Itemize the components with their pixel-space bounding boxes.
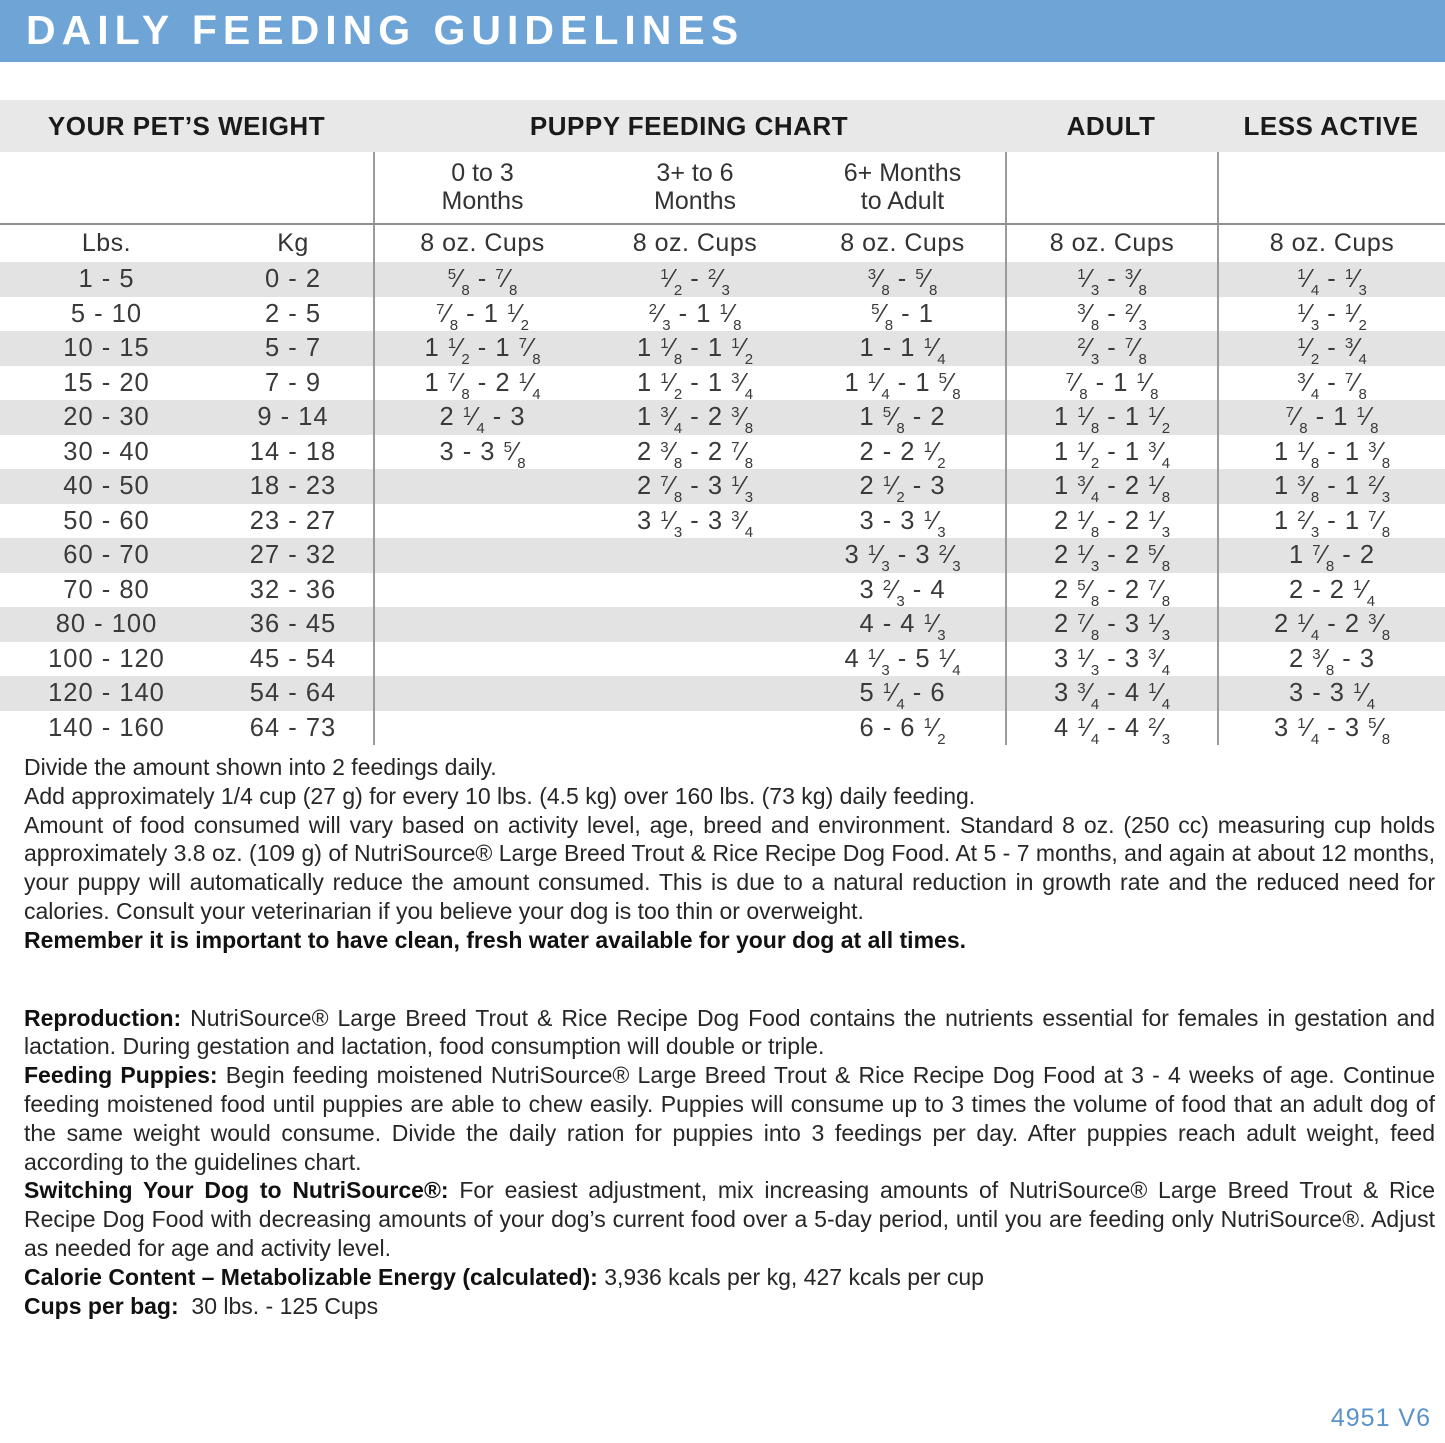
age-header-spacer-less-active	[1217, 152, 1445, 223]
cell-less-active: 3 $^1⁄_4 - 3$ $^5⁄_8$	[1217, 711, 1445, 746]
table-row	[0, 676, 1445, 711]
cell-kg: 36 - 45	[249, 610, 337, 638]
paragraph-label: Reproduction:	[24, 1004, 182, 1031]
units-header-row	[0, 223, 1445, 262]
cell-less-active: 1 $^7⁄_8 - 2$	[1217, 538, 1445, 573]
col-header-0-3-months	[373, 152, 590, 223]
age-header-spacer-adult	[1005, 152, 1217, 223]
cell-less-active: 2 - 2 $^1⁄_4$	[1217, 573, 1445, 608]
cell-less-active: 2 $^3⁄_8 - 3$	[1217, 642, 1445, 677]
cell-puppy-3-6: 1 $^1⁄_8 - 1$ $^1⁄_2$	[636, 334, 754, 368]
cell-lbs: 120 - 140	[48, 679, 165, 707]
cell-kg: 2 - 5	[264, 299, 322, 328]
cell-puppy-6-adult: 3 - 3 $^1⁄_3$	[859, 506, 946, 541]
unit-header-cups-less-active: 8 oz. Cups	[1217, 225, 1445, 262]
cell-adult: $^2⁄_3$ - $^7⁄_8$	[1005, 331, 1217, 366]
cell-adult: 2 $^5⁄_8 - 2$ $^7⁄_8$	[1005, 573, 1217, 608]
calorie-content-line	[24, 1263, 1435, 1292]
unit-header-cups-0-3: 8 oz. Cups	[373, 225, 590, 262]
paragraph-switching	[24, 1176, 1435, 1262]
page-title: DAILY FEEDING GUIDELINES	[26, 7, 745, 53]
unit-header-kg: Kg	[277, 229, 309, 257]
cell-puppy-3-6	[590, 538, 800, 573]
cell-puppy-0-3	[373, 504, 590, 539]
section-header-adult: ADULT	[1066, 111, 1156, 141]
cell-lbs: 20 - 30	[63, 403, 150, 431]
cell-puppy-0-3: $^5⁄_8$ - $^7⁄_8$	[373, 262, 590, 297]
cell-lbs: 80 - 100	[55, 610, 158, 638]
paragraph-text: Begin feeding moistened NutriSource® Large Breed Trout & Rice Recipe Dog Food at 3 - 4 weeks of age. Continue feeding moistened food until puppies are able to chew easily. Puppies will consume up to 3 times the volume of food that an adult dog of the same weight would consume. Divide the daily ration for puppies into 3 feedings per day. After puppies reach adult weight, feed according to the guidelines chart.	[24, 1062, 1436, 1175]
cell-lbs: 100 - 120	[48, 644, 165, 673]
cell-puppy-0-3: $^7⁄_8 - 1$ $^1⁄_2$	[373, 297, 590, 332]
cell-puppy-0-3	[373, 469, 590, 504]
cell-less-active: 1 $^1⁄_8 - 1$ $^3⁄_8$	[1217, 435, 1445, 470]
cell-puppy-3-6: $^2⁄_3 - 1$ $^1⁄_8$	[648, 299, 742, 334]
calorie-label: Calorie Content – Metabolizable Energy (calculated):	[24, 1263, 598, 1290]
cell-puppy-3-6	[590, 642, 800, 677]
cell-lbs: 40 - 50	[63, 472, 150, 500]
cell-puppy-6-adult: 1 $^5⁄_8 - 2$	[859, 403, 946, 437]
paragraph-reproduction	[24, 1004, 1435, 1062]
cell-less-active: 1 $^2⁄_3 - 1$ $^7⁄_8$	[1217, 504, 1445, 539]
cell-kg: 5 - 7	[264, 334, 322, 362]
table-row	[0, 331, 1445, 366]
cell-adult: $^7⁄_8 - 1$ $^1⁄_8$	[1005, 366, 1217, 401]
cell-puppy-6-adult: $^5⁄_8 - 1$	[871, 299, 934, 334]
cell-lbs: 15 - 20	[63, 368, 150, 397]
cell-puppy-6-adult: 1 - 1 $^1⁄_4$	[859, 334, 946, 368]
cell-lbs: 140 - 160	[48, 713, 165, 742]
table-row	[0, 366, 1445, 401]
col-header-line: 0 to 3	[451, 159, 514, 187]
table-row	[0, 469, 1445, 504]
cell-adult: 1 $^3⁄_4 - 2$ $^1⁄_8$	[1005, 469, 1217, 504]
cell-kg: 27 - 32	[249, 541, 337, 569]
cell-less-active: $^7⁄_8 - 1$ $^1⁄_8$	[1217, 400, 1445, 435]
cell-less-active: $^1⁄_2$ - $^3⁄_4$	[1217, 331, 1445, 366]
col-header-line: Months	[441, 187, 524, 215]
section-header-less-active: LESS ACTIVE	[1243, 111, 1419, 141]
table-row	[0, 573, 1445, 608]
cell-less-active: $^3⁄_4$ - $^7⁄_8$	[1217, 366, 1445, 401]
cell-puppy-3-6	[590, 607, 800, 642]
cell-puppy-0-3	[373, 607, 590, 642]
col-header-line: 6+ Months	[843, 159, 962, 187]
table-row	[0, 538, 1445, 573]
cell-puppy-3-6	[590, 676, 800, 711]
section-header-row	[0, 100, 1445, 152]
cell-kg: 7 - 9	[264, 368, 322, 397]
cell-puppy-0-3	[373, 538, 590, 573]
cell-lbs: 5 - 10	[70, 299, 143, 328]
paragraph-feeding-puppies	[24, 1061, 1435, 1176]
cell-lbs: 60 - 70	[63, 541, 150, 569]
cell-adult: 3 $^1⁄_3 - 3$ $^3⁄_4$	[1005, 642, 1217, 677]
cell-puppy-6-adult: 3 $^2⁄_3 - 4$	[859, 575, 946, 610]
cell-puppy-6-adult: 4 - 4 $^1⁄_3$	[859, 610, 946, 644]
table-row	[0, 435, 1445, 470]
cell-lbs: 30 - 40	[63, 437, 150, 466]
note-add-cup: Add approximately 1/4 cup (27 g) for every 10 lbs. (4.5 kg) over 160 lbs. (73 kg) daily feeding.	[24, 782, 976, 809]
cell-kg: 54 - 64	[249, 679, 337, 707]
table-row	[0, 504, 1445, 539]
paragraph-label: Feeding Puppies:	[24, 1062, 218, 1089]
cell-less-active: 2 $^1⁄_4 - 2$ $^3⁄_8$	[1217, 607, 1445, 642]
table-row	[0, 711, 1445, 746]
table-row	[0, 297, 1445, 332]
cell-lbs: 1 - 5	[78, 265, 135, 293]
cell-puppy-0-3	[373, 573, 590, 608]
cell-adult: 2 $^7⁄_8 - 3$ $^1⁄_3$	[1005, 607, 1217, 642]
cell-adult: 1 $^1⁄_2 - 1$ $^3⁄_4$	[1005, 435, 1217, 470]
cell-puppy-0-3	[373, 711, 590, 746]
note-amount-paragraph: Amount of food consumed will vary based on activity level, age, breed and environment. Standard 8 oz. (250 cc) measuring cup holds approximately 3.8 oz. (109 g) of NutriSource® Large Breed Trout & Rice Recipe Dog Food. At 5 - 7 months, and again at about 12 months, your puppy will automatically reduce the amount consumed. This is due to a natural reduction in growth rate and the reduced need for calories. Consult your veterinarian if you believe your dog is too thin or overweight.	[24, 811, 1435, 924]
cell-puppy-0-3: 1 $^7⁄_8 - 2$ $^1⁄_4$	[373, 366, 590, 401]
cell-less-active: $^1⁄_4$ - $^1⁄_3$	[1217, 262, 1445, 297]
cell-puppy-3-6: 2 $^7⁄_8 - 3$ $^1⁄_3$	[636, 472, 754, 506]
cell-puppy-6-adult: 2 $^1⁄_2 - 3$	[859, 472, 946, 506]
cell-puppy-6-adult: 3 $^1⁄_3 - 3$ $^2⁄_3$	[844, 541, 961, 575]
cell-puppy-3-6: $^1⁄_2$ - $^2⁄_3$	[660, 265, 730, 299]
cell-less-active: 3 - 3 $^1⁄_4$	[1217, 676, 1445, 711]
table-row	[0, 400, 1445, 435]
cell-lbs: 50 - 60	[63, 506, 150, 535]
feeding-guidelines-table	[0, 100, 1445, 748]
cell-kg: 64 - 73	[249, 713, 337, 742]
cell-puppy-0-3: 2 $^1⁄_4 - 3$	[373, 400, 590, 435]
cell-kg: 23 - 27	[249, 506, 337, 535]
cell-puppy-0-3	[373, 676, 590, 711]
cell-puppy-3-6: 1 $^3⁄_4 - 2$ $^3⁄_8$	[636, 403, 754, 437]
cell-adult: $^3⁄_8$ - $^2⁄_3$	[1005, 297, 1217, 332]
col-header-6-months-adult	[800, 152, 1005, 223]
cell-less-active: 1 $^3⁄_8 - 1$ $^2⁄_3$	[1217, 469, 1445, 504]
cell-puppy-6-adult: 6 - 6 $^1⁄_2$	[859, 713, 946, 748]
cups-per-bag-label: Cups per bag:	[24, 1292, 179, 1319]
cell-puppy-3-6	[590, 711, 800, 746]
unit-header-cups-adult: 8 oz. Cups	[1005, 225, 1217, 262]
cell-adult: 2 $^1⁄_8 - 2$ $^1⁄_3$	[1005, 504, 1217, 539]
cell-puppy-0-3: 3 - 3 $^5⁄_8$	[373, 435, 590, 470]
cell-kg: 32 - 36	[249, 575, 337, 604]
cell-puppy-3-6: 3 $^1⁄_3 - 3$ $^3⁄_4$	[636, 506, 754, 541]
cell-lbs: 10 - 15	[63, 334, 150, 362]
table-row	[0, 642, 1445, 677]
cell-puppy-6-adult: $^3⁄_8$ - $^5⁄_8$	[867, 265, 938, 299]
unit-header-cups-3-6: 8 oz. Cups	[632, 229, 758, 257]
cell-kg: 45 - 54	[249, 644, 337, 673]
table-row	[0, 607, 1445, 642]
note-fresh-water-text: Remember it is important to have clean, fresh water available for your dog at all times.	[24, 926, 967, 953]
cell-lbs: 70 - 80	[63, 575, 150, 604]
cell-puppy-0-3	[373, 642, 590, 677]
cell-kg: 9 - 14	[257, 403, 329, 431]
cell-puppy-6-adult: 5 $^1⁄_4 - 6$	[859, 679, 946, 713]
note-fresh-water	[24, 926, 1435, 955]
calorie-value: 3,936 kcals per kg, 427 kcals per cup	[604, 1263, 984, 1290]
paragraph-text: NutriSource® Large Breed Trout & Rice Recipe Dog Food contains the nutrients essential for females in gestation and lactation. During gestation and lactation, food consumption will double or triple.	[24, 1004, 1435, 1060]
cups-per-bag-line	[24, 1292, 1435, 1321]
title-banner	[0, 0, 1445, 62]
table-row	[0, 262, 1445, 297]
cell-puppy-6-adult: 1 $^1⁄_4 - 1$ $^5⁄_8$	[844, 368, 961, 403]
cell-puppy-3-6	[590, 573, 800, 608]
unit-header-cups-6-adult: 8 oz. Cups	[840, 229, 965, 257]
section-header-puppy-chart: PUPPY FEEDING CHART	[529, 111, 849, 141]
note-feedings-daily: Divide the amount shown into 2 feedings daily.	[24, 754, 497, 780]
cell-puppy-0-3: 1 $^1⁄_2 - 1$ $^7⁄_8$	[373, 331, 590, 366]
paragraph-label: Switching Your Dog to NutriSource®:	[24, 1177, 449, 1204]
notes-section	[24, 753, 1435, 1320]
age-header-row	[0, 152, 1445, 223]
col-header-line: 3+ to 6	[656, 159, 734, 187]
cell-puppy-3-6: 2 $^3⁄_8 - 2$ $^7⁄_8$	[636, 437, 754, 472]
cell-adult: 1 $^1⁄_8 - 1$ $^1⁄_2$	[1005, 400, 1217, 435]
col-header-line: Months	[654, 187, 736, 215]
col-header-line: to Adult	[860, 187, 945, 215]
document-code: 4951 V6	[1330, 1404, 1431, 1432]
cell-puppy-3-6: 1 $^1⁄_2 - 1$ $^3⁄_4$	[636, 368, 754, 403]
cell-kg: 14 - 18	[249, 437, 337, 466]
cell-adult: $^1⁄_3$ - $^3⁄_8$	[1005, 262, 1217, 297]
cell-puppy-6-adult: 4 $^1⁄_3 - 5$ $^1⁄_4$	[844, 644, 961, 679]
cell-kg: 18 - 23	[249, 472, 337, 500]
cell-kg: 0 - 2	[264, 265, 322, 293]
cell-less-active: $^1⁄_3$ - $^1⁄_2$	[1217, 297, 1445, 332]
cell-adult: 4 $^1⁄_4 - 4$ $^2⁄_3$	[1005, 711, 1217, 746]
age-header-spacer	[0, 152, 373, 223]
paragraph-text: For easiest adjustment, mix increasing amounts of NutriSource® Large Breed Trout & Rice Recipe Dog Food with decreasing amounts of your dog’s current food over a 5-day period, until you are feeding only NutriSource®. Adjust as needed for age and activity level.	[24, 1177, 1436, 1261]
section-header-pet-weight: YOUR PET’S WEIGHT	[47, 111, 326, 141]
col-header-3-6-months	[590, 152, 800, 223]
cell-puppy-6-adult: 2 - 2 $^1⁄_2$	[859, 437, 946, 472]
unit-header-lbs: Lbs.	[81, 229, 132, 257]
cups-per-bag-value: 30 lbs. - 125 Cups	[191, 1292, 379, 1319]
table-body	[0, 262, 1445, 748]
cell-adult: 3 $^3⁄_4 - 4$ $^1⁄_4$	[1005, 676, 1217, 711]
cell-adult: 2 $^1⁄_3 - 2$ $^5⁄_8$	[1005, 538, 1217, 573]
